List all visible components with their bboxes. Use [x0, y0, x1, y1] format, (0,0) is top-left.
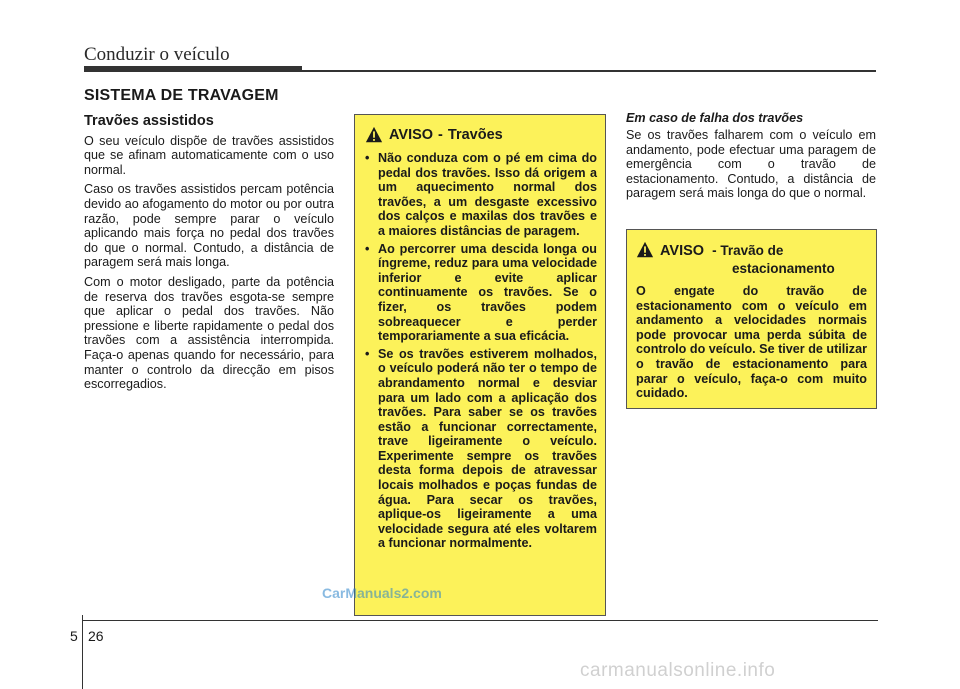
warning-subject-line1: - Travão de — [712, 243, 784, 258]
warning-triangle-icon — [365, 126, 383, 144]
footer-rule-horizontal — [82, 620, 878, 621]
warning-label: AVISO — [660, 243, 705, 259]
assisted-paragraph: Com o motor desligado, parte da potência de reserva dos travões esgota-se sempre que aplicar o pedal dos travões. Não pressione e liberte rapidamente o pedal dos travões com a assistência interrompida. Faça-o apenas quando for necessário, para manter o controlo da direcção em pisos escorregadios. — [84, 274, 334, 392]
brakes-warning-header — [365, 127, 597, 144]
assisted-paragraph: Caso os travões assistidos percam potência devido ao afogamento do motor ou por outra razão, pode sempre parar o veículo aplicando mais força no pedal dos travões do que o normal. Contudo, a distância de paragem será mais longa. — [84, 182, 334, 270]
chapter-number: 5 — [70, 628, 78, 644]
assisted-brakes-heading: Travões assistidos — [84, 113, 214, 129]
list-item: • Ao percorrer uma descida longa ou íngreme, reduz para uma velocidade inferior e evite aplicar continuamente os travões. Se o fizer, os travões podem sobreaquecer e perder temporariamente a sua eficácia. — [365, 242, 597, 344]
warning-triangle-icon — [636, 241, 654, 259]
header-rule-thick — [84, 66, 302, 72]
parking-warning-text: O engate do travão de estacionamento com o veículo em andamento a velocidades normais pode provocar uma perda súbita de controlo do veículo. Se tiver de utilizar o travão de estacionamento para parar o veículo, faça-o com muito cuidado. — [636, 284, 867, 401]
section-title: SISTEMA DE TRAVAGEM — [84, 87, 279, 104]
header-title: Conduzir o veículo — [84, 44, 230, 65]
header-rule-thin — [302, 70, 876, 72]
watermark-small: CarManuals2.com — [322, 585, 442, 601]
page-number: 26 — [88, 628, 104, 644]
failure-heading: Em caso de falha dos travões — [626, 111, 804, 125]
footer-rule-vertical — [82, 615, 83, 689]
parking-brake-warning-box — [626, 229, 877, 409]
assisted-brakes-column — [84, 114, 334, 397]
brakes-warning-list — [365, 151, 597, 551]
warning-dash: - — [438, 127, 443, 143]
warning-label: AVISO — [389, 127, 434, 143]
parking-warning-header — [636, 242, 867, 277]
brakes-warning-box — [354, 114, 606, 616]
failure-text: Se os travões falharem com o veículo em andamento, pode efectuar uma paragem de emergência com o travão de estacionamento. Contudo, a distância de paragem será mais longa do que o normal. — [626, 128, 876, 201]
list-item: • Não conduza com o pé em cima do pedal dos travões. Isso dá origem a um aquecimento normal dos travões, a um desgaste excessivo dos calços e maxilas dos travões e a maiores distâncias de paragem. — [365, 151, 597, 239]
assisted-paragraph: O seu veículo dispõe de travões assistidos que se afinam automaticamente com o uso normal. — [84, 133, 334, 177]
watermark-large: carmanualsonline.info — [580, 660, 776, 681]
warning-subject: Travões — [447, 127, 503, 143]
warning-subject-line2: estacionamento — [732, 261, 835, 276]
list-item: • Se os travões estiverem molhados, o veículo poderá não ter o tempo de abrandamento normal e desviar para um lado com a aplicação dos travões. Para saber se os travões estão a funcionar correctamente, trave ligeiramente o veículo. Experimente sempre os travões desta forma depois de atravessar locais molhados e poças fundas de água. Para secar os travões, aplique-os ligeiramente a uma velocidade segura até eles voltarem a funcionar normalmente. — [365, 347, 597, 551]
